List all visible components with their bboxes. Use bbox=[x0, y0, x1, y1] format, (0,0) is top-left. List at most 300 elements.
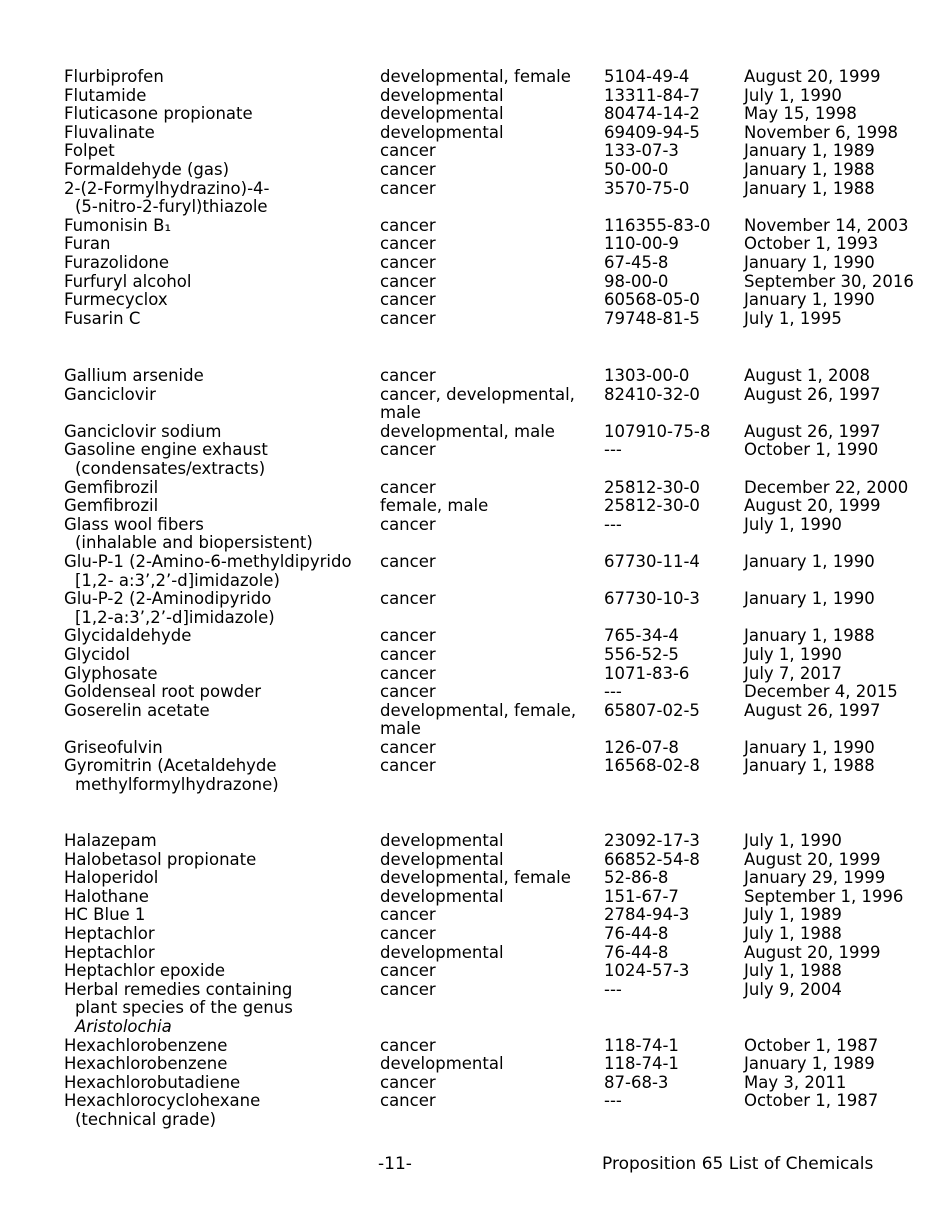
toxicity-type-line: cancer bbox=[380, 961, 436, 981]
toxicity-type bbox=[380, 516, 604, 553]
table-row bbox=[0, 217, 950, 236]
table-row bbox=[0, 851, 950, 870]
toxicity-type-line: cancer bbox=[380, 551, 436, 571]
cas-number: 118-74-1 bbox=[604, 1035, 679, 1055]
chemical-name-continuation: (condensates/extracts) bbox=[75, 458, 266, 478]
table-row bbox=[0, 367, 950, 386]
toxicity-type-line: developmental bbox=[380, 85, 504, 105]
cas-number: 25812-30-0 bbox=[604, 477, 700, 497]
cas-number: 556-52-5 bbox=[604, 644, 679, 664]
table-row bbox=[0, 925, 950, 944]
toxicity-type bbox=[380, 925, 604, 944]
table-row bbox=[0, 68, 950, 87]
table-row bbox=[0, 497, 950, 516]
toxicity-type bbox=[380, 235, 604, 254]
toxicity-type-line: cancer bbox=[380, 159, 436, 179]
chemical-name-line: Halazepam bbox=[64, 831, 157, 850]
cas-number: 67-45-8 bbox=[604, 252, 669, 272]
cas-number: 67730-10-3 bbox=[604, 589, 700, 609]
toxicity-type-line: cancer bbox=[380, 979, 436, 999]
chemical-name-line: Haloperidol bbox=[64, 868, 159, 888]
chemical-name bbox=[0, 590, 380, 627]
chemical-name-line: Formaldehyde (gas) bbox=[64, 159, 230, 179]
date-listed: January 1, 1990 bbox=[744, 737, 875, 757]
chemical-name bbox=[0, 441, 380, 478]
table-row bbox=[0, 441, 950, 478]
cas-number: 23092-17-3 bbox=[604, 831, 700, 850]
table-row bbox=[0, 1074, 950, 1093]
toxicity-type bbox=[380, 386, 604, 423]
cas-number: 66852-54-8 bbox=[604, 849, 700, 869]
toxicity-type-line: cancer bbox=[380, 440, 436, 460]
date-listed: October 1, 1990 bbox=[744, 440, 879, 460]
toxicity-type-line: cancer bbox=[380, 682, 436, 702]
table-row bbox=[0, 310, 950, 329]
cas-number: 151-67-7 bbox=[604, 886, 679, 906]
table-row bbox=[0, 124, 950, 143]
toxicity-type-continuation: male bbox=[380, 403, 421, 423]
chemical-name bbox=[0, 479, 380, 498]
toxicity-type bbox=[380, 497, 604, 516]
cas-number: 107910-75-8 bbox=[604, 421, 711, 441]
date-listed: August 26, 1997 bbox=[744, 700, 881, 720]
table-row bbox=[0, 180, 950, 217]
toxicity-type-continuation: male bbox=[380, 719, 421, 739]
chemical-name-line: Gemfibrozil bbox=[64, 496, 159, 516]
cas-number: 126-07-8 bbox=[604, 737, 679, 757]
toxicity-type bbox=[380, 217, 604, 236]
toxicity-type bbox=[380, 254, 604, 273]
table-row bbox=[0, 683, 950, 702]
chemical-name-line: Ganciclovir bbox=[64, 384, 156, 404]
table-row bbox=[0, 1055, 950, 1074]
cas-number: 80474-14-2 bbox=[604, 104, 700, 124]
cas-number: 67730-11-4 bbox=[604, 551, 700, 571]
chemical-name-continuation: (technical grade) bbox=[75, 1109, 217, 1129]
chemical-name bbox=[0, 68, 380, 87]
date-listed: July 1, 1990 bbox=[744, 514, 842, 534]
chemical-name bbox=[0, 869, 380, 888]
date-listed: January 1, 1989 bbox=[744, 141, 875, 161]
chemical-name-line: Glycidaldehyde bbox=[64, 626, 192, 646]
toxicity-type-line: cancer bbox=[380, 626, 436, 646]
chemical-name-line: HC Blue 1 bbox=[64, 905, 146, 925]
date-listed: January 1, 1988 bbox=[744, 756, 875, 776]
toxicity-type-line: cancer bbox=[380, 756, 436, 776]
toxicity-type-line: cancer bbox=[380, 215, 436, 235]
cas-number: 1071-83-6 bbox=[604, 663, 690, 683]
cas-number: --- bbox=[604, 514, 622, 534]
date-listed: January 1, 1988 bbox=[744, 159, 875, 179]
toxicity-type-line: developmental, female bbox=[380, 868, 571, 888]
table-row bbox=[0, 757, 950, 794]
table-row bbox=[0, 291, 950, 310]
chemical-name-line: Hexachlorobenzene bbox=[64, 1054, 228, 1074]
chemical-name-line: Goldenseal root powder bbox=[64, 682, 262, 702]
chemical-name-line: Fusarin C bbox=[64, 308, 141, 328]
chemical-name bbox=[0, 142, 380, 161]
chemical-name bbox=[0, 217, 380, 236]
date-listed: August 20, 1999 bbox=[744, 496, 881, 516]
toxicity-type bbox=[380, 888, 604, 907]
chemical-name bbox=[0, 273, 380, 292]
toxicity-type-line: cancer bbox=[380, 178, 436, 198]
toxicity-type bbox=[380, 161, 604, 180]
cas-number: 98-00-0 bbox=[604, 271, 669, 291]
page-number: -11- bbox=[378, 1154, 412, 1174]
cas-number: 765-34-4 bbox=[604, 626, 679, 646]
cas-number: 1024-57-3 bbox=[604, 961, 690, 981]
toxicity-type-line: developmental, male bbox=[380, 421, 555, 441]
chemical-name bbox=[0, 105, 380, 124]
cas-number: 13311-84-7 bbox=[604, 85, 700, 105]
chemical-name bbox=[0, 757, 380, 794]
chemical-name bbox=[0, 665, 380, 684]
date-listed: July 1, 1988 bbox=[744, 961, 842, 981]
chemical-name-line: Gemfibrozil bbox=[64, 477, 159, 497]
toxicity-type-line: cancer bbox=[380, 366, 436, 385]
toxicity-type bbox=[380, 367, 604, 386]
date-listed: July 1, 1988 bbox=[744, 923, 842, 943]
table-row bbox=[0, 87, 950, 106]
toxicity-type bbox=[380, 851, 604, 870]
toxicity-type bbox=[380, 1055, 604, 1074]
cas-number: --- bbox=[604, 979, 622, 999]
toxicity-type bbox=[380, 702, 604, 739]
cas-number: 69409-94-5 bbox=[604, 122, 700, 142]
table-row bbox=[0, 869, 950, 888]
date-listed: August 20, 1999 bbox=[744, 849, 881, 869]
chemical-name-line: Folpet bbox=[64, 141, 115, 161]
cas-number: 110-00-9 bbox=[604, 234, 679, 254]
chemical-name bbox=[0, 981, 380, 1037]
chemical-name-line: Gallium arsenide bbox=[64, 366, 204, 385]
date-listed: December 4, 2015 bbox=[744, 682, 898, 702]
chemical-name bbox=[0, 423, 380, 442]
date-listed: January 1, 1990 bbox=[744, 551, 875, 571]
table-row bbox=[0, 590, 950, 627]
date-listed: August 26, 1997 bbox=[744, 384, 881, 404]
toxicity-type bbox=[380, 981, 604, 1037]
document-title: Proposition 65 List of Chemicals bbox=[602, 1154, 874, 1174]
date-listed: September 30, 2016 bbox=[744, 271, 914, 291]
date-listed: January 1, 1988 bbox=[744, 178, 875, 198]
chemical-name bbox=[0, 386, 380, 423]
cas-number: 25812-30-0 bbox=[604, 496, 700, 516]
toxicity-type bbox=[380, 646, 604, 665]
cas-number: 65807-02-5 bbox=[604, 700, 700, 720]
toxicity-type-line: developmental bbox=[380, 122, 504, 142]
chemical-name bbox=[0, 516, 380, 553]
toxicity-type-line: cancer, developmental, bbox=[380, 384, 575, 404]
chemical-name bbox=[0, 254, 380, 273]
section-h bbox=[0, 832, 950, 1130]
section-f bbox=[0, 68, 950, 328]
toxicity-type bbox=[380, 627, 604, 646]
cas-number: 50-00-0 bbox=[604, 159, 669, 179]
chemical-name bbox=[0, 646, 380, 665]
cas-number: 79748-81-5 bbox=[604, 308, 700, 328]
toxicity-type bbox=[380, 553, 604, 590]
table-row bbox=[0, 832, 950, 851]
date-listed: July 1, 1990 bbox=[744, 85, 842, 105]
toxicity-type bbox=[380, 665, 604, 684]
date-listed: January 1, 1988 bbox=[744, 626, 875, 646]
toxicity-type-line: cancer bbox=[380, 252, 436, 272]
chemical-name bbox=[0, 888, 380, 907]
date-listed: August 26, 1997 bbox=[744, 421, 881, 441]
toxicity-type-line: cancer bbox=[380, 923, 436, 943]
toxicity-type bbox=[380, 441, 604, 478]
chemical-name-line: Fluticasone propionate bbox=[64, 104, 253, 124]
table-row bbox=[0, 235, 950, 254]
toxicity-type bbox=[380, 832, 604, 851]
chemical-name-line: Fluvalinate bbox=[64, 122, 155, 142]
cas-number: --- bbox=[604, 1091, 622, 1111]
chemical-name-line: Griseofulvin bbox=[64, 737, 163, 757]
date-listed: November 6, 1998 bbox=[744, 122, 899, 142]
chemical-name-line: Glu-P-1 (2-Amino-6-methyldipyrido bbox=[64, 551, 352, 571]
chemical-name-line: Furfuryl alcohol bbox=[64, 271, 192, 291]
toxicity-type-line: cancer bbox=[380, 589, 436, 609]
cas-number: 60568-05-0 bbox=[604, 290, 700, 310]
toxicity-type bbox=[380, 124, 604, 143]
toxicity-type-line: developmental bbox=[380, 831, 504, 850]
chemical-name-line: Heptachlor epoxide bbox=[64, 961, 226, 981]
table-row bbox=[0, 739, 950, 758]
cas-number: 133-07-3 bbox=[604, 141, 679, 161]
toxicity-type bbox=[380, 1092, 604, 1129]
date-listed: August 20, 1999 bbox=[744, 942, 881, 962]
toxicity-type-line: female, male bbox=[380, 496, 489, 516]
chemical-name bbox=[0, 962, 380, 981]
cas-number: 16568-02-8 bbox=[604, 756, 700, 776]
date-listed: July 1, 1990 bbox=[744, 644, 842, 664]
chemical-name bbox=[0, 739, 380, 758]
table-row bbox=[0, 1037, 950, 1056]
toxicity-type bbox=[380, 291, 604, 310]
toxicity-type bbox=[380, 1074, 604, 1093]
chemical-name-continuation: plant species of the genus bbox=[75, 998, 293, 1018]
chemical-name-line: Fumonisin B₁ bbox=[64, 215, 172, 235]
chemical-name-continuation: methylformylhydrazone) bbox=[75, 775, 279, 795]
chemical-name-line: Gyromitrin (Acetaldehyde bbox=[64, 756, 277, 776]
toxicity-type-line: cancer bbox=[380, 1072, 436, 1092]
toxicity-type-line: developmental bbox=[380, 849, 504, 869]
cas-number: 3570-75-0 bbox=[604, 178, 690, 198]
chemical-name-line: Flutamide bbox=[64, 85, 147, 105]
chemical-name bbox=[0, 367, 380, 386]
toxicity-type bbox=[380, 310, 604, 329]
date-listed: August 1, 2008 bbox=[744, 366, 870, 385]
date-listed: May 3, 2011 bbox=[744, 1072, 847, 1092]
chemical-name bbox=[0, 627, 380, 646]
cas-number: 82410-32-0 bbox=[604, 384, 700, 404]
date-listed: January 1, 1990 bbox=[744, 252, 875, 272]
toxicity-type-line: cancer bbox=[380, 234, 436, 254]
cas-number: 116355-83-0 bbox=[604, 215, 711, 235]
date-listed: December 22, 2000 bbox=[744, 477, 909, 497]
date-listed: July 1, 1990 bbox=[744, 831, 842, 850]
table-row bbox=[0, 665, 950, 684]
chemical-name bbox=[0, 497, 380, 516]
table-row bbox=[0, 273, 950, 292]
chemical-name bbox=[0, 291, 380, 310]
toxicity-type-line: cancer bbox=[380, 514, 436, 534]
toxicity-type bbox=[380, 273, 604, 292]
cas-number: 118-74-1 bbox=[604, 1054, 679, 1074]
toxicity-type bbox=[380, 944, 604, 963]
chemical-name bbox=[0, 683, 380, 702]
chemical-name-line: Flurbiprofen bbox=[64, 67, 164, 86]
chemical-name-line: Furan bbox=[64, 234, 111, 254]
toxicity-type bbox=[380, 87, 604, 106]
toxicity-type-line: cancer bbox=[380, 737, 436, 757]
chemical-name-line: Halothane bbox=[64, 886, 149, 906]
chemical-name bbox=[0, 124, 380, 143]
chemical-name-line: Glass wool fibers bbox=[64, 514, 204, 534]
chemical-name-line: Ganciclovir sodium bbox=[64, 421, 222, 441]
toxicity-type-line: cancer bbox=[380, 1035, 436, 1055]
chemical-name-line: Glyphosate bbox=[64, 663, 158, 683]
chemical-name bbox=[0, 1092, 380, 1129]
table-row bbox=[0, 1092, 950, 1129]
cas-number: 76-44-8 bbox=[604, 923, 669, 943]
date-listed: July 7, 2017 bbox=[744, 663, 842, 683]
table-row bbox=[0, 888, 950, 907]
toxicity-type bbox=[380, 479, 604, 498]
chemical-name-line: Hexachlorobutadiene bbox=[64, 1072, 241, 1092]
chemical-name bbox=[0, 1074, 380, 1093]
table-row bbox=[0, 981, 950, 1037]
cas-number: 1303-00-0 bbox=[604, 366, 690, 385]
chemical-name bbox=[0, 1037, 380, 1056]
cas-number: 76-44-8 bbox=[604, 942, 669, 962]
chemical-name-line: Halobetasol propionate bbox=[64, 849, 257, 869]
chemical-name bbox=[0, 851, 380, 870]
chemical-name-continuation: (5-nitro-2-furyl)thiazole bbox=[75, 197, 268, 217]
date-listed: October 1, 1993 bbox=[744, 234, 879, 254]
date-listed: September 1, 1996 bbox=[744, 886, 904, 906]
cas-number: 5104-49-4 bbox=[604, 67, 690, 86]
toxicity-type bbox=[380, 869, 604, 888]
toxicity-type-line: developmental bbox=[380, 104, 504, 124]
toxicity-type-line: cancer bbox=[380, 477, 436, 497]
toxicity-type-line: cancer bbox=[380, 308, 436, 328]
chemical-name bbox=[0, 944, 380, 963]
table-row bbox=[0, 627, 950, 646]
table-row bbox=[0, 516, 950, 553]
table-row bbox=[0, 944, 950, 963]
chemical-name-continuation: [1,2- a:3’,2’-d]imidazole) bbox=[75, 570, 280, 590]
toxicity-type bbox=[380, 962, 604, 981]
table-row bbox=[0, 702, 950, 739]
toxicity-type-line: developmental bbox=[380, 942, 504, 962]
cas-number: 2784-94-3 bbox=[604, 905, 690, 925]
chemical-name bbox=[0, 702, 380, 739]
toxicity-type-line: developmental bbox=[380, 886, 504, 906]
table-row bbox=[0, 254, 950, 273]
table-row bbox=[0, 142, 950, 161]
date-listed: January 29, 1999 bbox=[744, 868, 886, 888]
chemical-name-line: Furazolidone bbox=[64, 252, 170, 272]
toxicity-type-line: cancer bbox=[380, 1091, 436, 1111]
chemical-name-line: Gasoline engine exhaust bbox=[64, 440, 268, 460]
chemical-name bbox=[0, 906, 380, 925]
chemical-name bbox=[0, 832, 380, 851]
toxicity-type-line: cancer bbox=[380, 663, 436, 683]
date-listed: January 1, 1990 bbox=[744, 589, 875, 609]
cas-number: --- bbox=[604, 682, 622, 702]
section-g bbox=[0, 367, 950, 795]
date-listed: October 1, 1987 bbox=[744, 1091, 879, 1111]
chemical-name-line: Heptachlor bbox=[64, 923, 155, 943]
date-listed: November 14, 2003 bbox=[744, 215, 909, 235]
toxicity-type-line: cancer bbox=[380, 905, 436, 925]
table-row bbox=[0, 105, 950, 124]
date-listed: May 15, 1998 bbox=[744, 104, 857, 124]
date-listed: July 1, 1995 bbox=[744, 308, 842, 328]
chemical-name-line: Hexachlorobenzene bbox=[64, 1035, 228, 1055]
chemical-name bbox=[0, 235, 380, 254]
chemical-name-line: Herbal remedies containing bbox=[64, 979, 293, 999]
chemical-name-line: Glycidol bbox=[64, 644, 130, 664]
toxicity-type bbox=[380, 142, 604, 161]
table-row bbox=[0, 906, 950, 925]
toxicity-type bbox=[380, 1037, 604, 1056]
table-row bbox=[0, 479, 950, 498]
chemical-name-line: Glu-P-2 (2-Aminodipyrido bbox=[64, 589, 272, 609]
toxicity-type-line: developmental, female, bbox=[380, 700, 577, 720]
chemical-name bbox=[0, 310, 380, 329]
toxicity-type bbox=[380, 683, 604, 702]
cas-number: 87-68-3 bbox=[604, 1072, 669, 1092]
chemical-name bbox=[0, 553, 380, 590]
date-listed: July 9, 2004 bbox=[744, 979, 842, 999]
chemical-name bbox=[0, 87, 380, 106]
toxicity-type-line: cancer bbox=[380, 644, 436, 664]
toxicity-type bbox=[380, 739, 604, 758]
date-listed: August 20, 1999 bbox=[744, 67, 881, 86]
toxicity-type-line: cancer bbox=[380, 290, 436, 310]
toxicity-type-line: cancer bbox=[380, 271, 436, 291]
chemical-name-line: Goserelin acetate bbox=[64, 700, 210, 720]
chemical-name-line: 2-(2-Formylhydrazino)-4- bbox=[64, 178, 270, 198]
table-row bbox=[0, 386, 950, 423]
table-row bbox=[0, 553, 950, 590]
toxicity-type bbox=[380, 757, 604, 794]
toxicity-type-line: developmental, female bbox=[380, 67, 571, 86]
cas-number: 52-86-8 bbox=[604, 868, 669, 888]
toxicity-type bbox=[380, 105, 604, 124]
toxicity-type-line: cancer bbox=[380, 141, 436, 161]
table-row bbox=[0, 962, 950, 981]
cas-number: --- bbox=[604, 440, 622, 460]
date-listed: October 1, 1987 bbox=[744, 1035, 879, 1055]
chemical-name-line: Furmecyclox bbox=[64, 290, 168, 310]
chemical-name-line: Hexachlorocyclohexane bbox=[64, 1091, 261, 1111]
toxicity-type bbox=[380, 906, 604, 925]
toxicity-type bbox=[380, 68, 604, 87]
table-row bbox=[0, 161, 950, 180]
chemical-name bbox=[0, 180, 380, 217]
chemical-name-genus: Aristolochia bbox=[75, 1016, 172, 1036]
toxicity-type bbox=[380, 180, 604, 217]
toxicity-type bbox=[380, 423, 604, 442]
table-row bbox=[0, 646, 950, 665]
chemical-name-continuation: (inhalable and biopersistent) bbox=[75, 533, 313, 553]
chemical-name bbox=[0, 1055, 380, 1074]
